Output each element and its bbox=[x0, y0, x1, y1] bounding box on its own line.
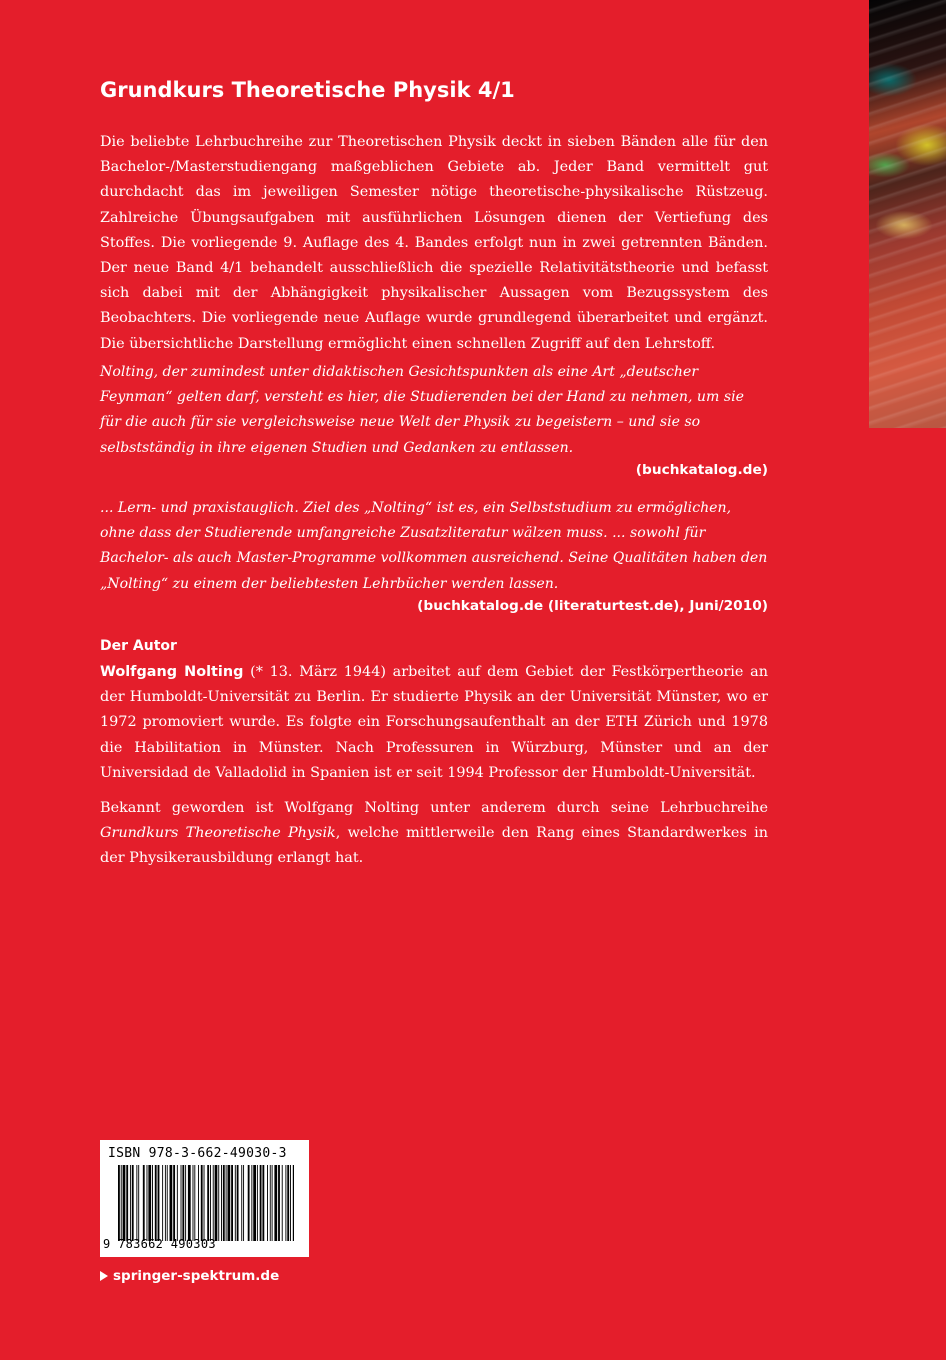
barcode-bar bbox=[213, 1165, 214, 1241]
barcode-bar bbox=[251, 1165, 252, 1241]
barcode-bar bbox=[177, 1165, 178, 1241]
review-quote-1: Nolting, der zumindest unter didaktischen Gesichtspunkten als eine Art „deutscher Feynman“ gelten darf, versteht es hier, die Studierenden bei der Hand zu nehmen, um sie für die auch für sie vergleichsweise neue Welt der Physik zu begeistern – und sie so selbstständig in ihre eigenen Studien und Gedanken zu entlassen. bbox=[100, 364, 744, 456]
barcode-bar bbox=[132, 1165, 134, 1241]
isbn-barcode bbox=[100, 1140, 309, 1257]
barcode-bar bbox=[226, 1165, 227, 1241]
closing-text-after: , welche mittlerweile den Rang eines Standardwerkes in der Physikerausbildung erlangt hat. bbox=[100, 825, 768, 867]
barcode-bar bbox=[201, 1165, 203, 1241]
barcode-bar bbox=[231, 1165, 233, 1241]
barcode-bar bbox=[267, 1165, 268, 1241]
book-title: Grundkurs Theoretische Physik 4/1 bbox=[100, 78, 515, 102]
barcode-bar bbox=[257, 1165, 258, 1241]
barcode-bar bbox=[243, 1165, 244, 1241]
barcode-bars bbox=[118, 1165, 294, 1241]
barcode-bar bbox=[138, 1165, 139, 1241]
barcode-bar bbox=[188, 1165, 191, 1241]
barcode-bar bbox=[210, 1165, 211, 1241]
barcode-bar bbox=[130, 1165, 131, 1241]
intro-paragraph: Die beliebte Lehrbuchreihe zur Theoretischen Physik deckt in sieben Bänden alle für den Bachelor-/Masterstudiengang maßgeblichen Gebiete ab. Jeder Band vermittelt gut durchdacht das im jeweiligen Semester nötige theoretische-physikalische Rüstzeug. Zahlreiche Übungsaufgaben mit ausführlichen Lösungen dienen der Vertiefung des Stoffes. Die vorliegende 9. Auflage des 4. Bandes erfolgt nun in zwei getrennten Bänden. Der neue Band 4/1 behandelt ausschließlich die spezielle Relativitätstheorie und befasst sich dabei mit der Abhängigkeit physikalischer Aussagen vom Bezugssystem des Beobachters. Die vorliegende neue Auflage wurde grundlegend überarbeitet und ergänzt. Die übersichtliche Darstellung ermöglicht einen schnellen Zugriff auf den Lehrstoff. bbox=[100, 134, 768, 352]
barcode-bar bbox=[207, 1165, 209, 1241]
barcode-bar bbox=[118, 1165, 120, 1241]
barcode-bar bbox=[215, 1165, 218, 1241]
author-bio-text: (* 13. März 1944) arbeitet auf dem Gebiet der Festkörpertheorie an der Humboldt-Universität zu Berlin. Er studierte Physik an der Universität Münster, wo er 1972 promoviert wurde. Es folgte ein Forschungsaufenthalt an der ETH Zürich und 1978 die Habilitation in Münster. Nach Professuren in Würzburg, Münster und an der Universidad de Valladolid in Spanien ist er seit 1994 Professor der Humboldt-Universität. bbox=[100, 664, 768, 781]
barcode-bar bbox=[260, 1165, 262, 1241]
barcode-bar bbox=[143, 1165, 145, 1241]
barcode-bar bbox=[218, 1165, 219, 1241]
closing-text-before: Bekannt geworden ist Wolfgang Nolting unter anderem durch seine Lehrbuchreihe bbox=[100, 800, 768, 816]
barcode-digits: 9 783662 490303 bbox=[103, 1237, 216, 1251]
author-bio bbox=[100, 660, 768, 786]
barcode-bar bbox=[237, 1165, 239, 1241]
barcode-bar bbox=[136, 1165, 137, 1241]
arrow-right-icon bbox=[100, 1271, 108, 1281]
barcode-bar bbox=[221, 1165, 222, 1241]
barcode-bar bbox=[282, 1165, 283, 1241]
barcode-bar bbox=[182, 1165, 184, 1241]
barcode-bar bbox=[204, 1165, 205, 1241]
barcode-bar bbox=[194, 1165, 195, 1241]
barcode-bar bbox=[198, 1165, 199, 1241]
barcode-bar bbox=[223, 1165, 225, 1241]
barcode-bar bbox=[167, 1165, 168, 1241]
barcode-bar bbox=[185, 1165, 186, 1241]
barcode-bar bbox=[235, 1165, 236, 1241]
series-title-italic: Grundkurs Theoretische Physik bbox=[100, 825, 336, 842]
barcode-bar bbox=[121, 1165, 122, 1241]
website-link[interactable] bbox=[100, 1266, 360, 1286]
barcode-bar bbox=[270, 1165, 271, 1241]
barcode-bar bbox=[162, 1165, 163, 1241]
barcode-bar bbox=[248, 1165, 250, 1241]
barcode-bar bbox=[293, 1165, 294, 1241]
barcode-bar bbox=[173, 1165, 175, 1241]
author-name: Wolfgang Nolting bbox=[100, 664, 244, 680]
review-quote-2: ... Lern- und praxistauglich. Ziel des „Nolting“ ist es, ein Selbststudium zu ermöglichen, ohne dass der Studierende umfangreiche Zusatzliteratur wälzen muss. ... sowohl für Bachelor- als auch Master-Programme vollkommen ausreichend. Seine Qualitäten haben den „Nolting“ zu einem der beliebtesten Lehrbücher werden lassen. bbox=[100, 500, 768, 592]
barcode-bar bbox=[278, 1165, 280, 1241]
cover-photo-strip bbox=[869, 0, 946, 428]
barcode-bar bbox=[147, 1165, 148, 1241]
barcode-bar bbox=[285, 1165, 286, 1241]
barcode-bar bbox=[287, 1165, 289, 1241]
barcode-bar bbox=[181, 1165, 182, 1241]
barcode-bar bbox=[152, 1165, 153, 1241]
barcode-bar bbox=[253, 1165, 256, 1241]
barcode-bar bbox=[170, 1165, 173, 1241]
barcode-bar bbox=[165, 1165, 166, 1241]
closing-paragraph bbox=[100, 796, 768, 872]
barcode-bar bbox=[272, 1165, 273, 1241]
barcode-bar bbox=[155, 1165, 157, 1241]
barcode-bar bbox=[290, 1165, 291, 1241]
review-source-2: (buchkatalog.de (literaturtest.de), Juni/2010) bbox=[417, 598, 768, 614]
author-heading: Der Autor bbox=[100, 638, 177, 654]
review-source-1: (buchkatalog.de) bbox=[635, 462, 768, 478]
barcode-bar bbox=[126, 1165, 128, 1241]
barcode-bar bbox=[123, 1165, 126, 1241]
barcode-bar bbox=[274, 1165, 277, 1241]
barcode-bar bbox=[227, 1165, 230, 1241]
barcode-bar bbox=[262, 1165, 264, 1241]
barcode-bar bbox=[241, 1165, 242, 1241]
isbn-number: ISBN 978-3-662-49030-3 bbox=[108, 1146, 287, 1161]
website-url: springer-spektrum.de bbox=[113, 1268, 280, 1284]
barcode-bar bbox=[158, 1165, 160, 1241]
barcode-bar bbox=[193, 1165, 194, 1241]
barcode-bar bbox=[148, 1165, 151, 1241]
